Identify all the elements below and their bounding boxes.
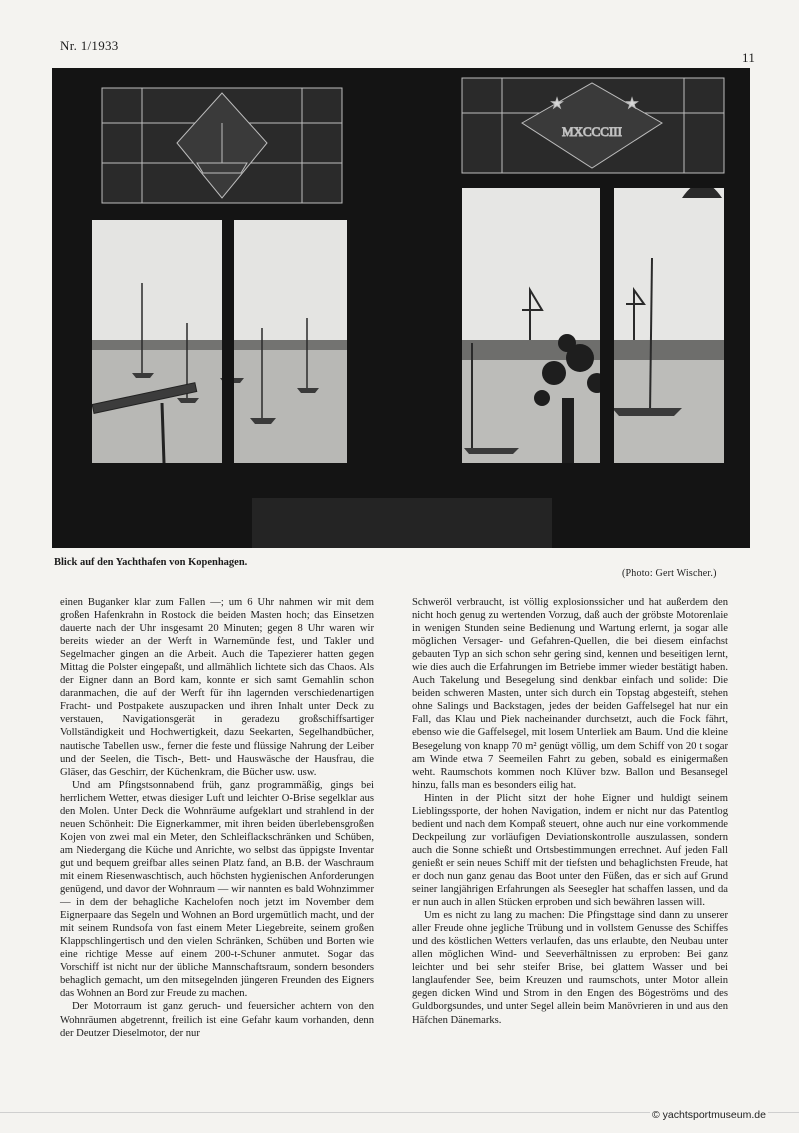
window-inscription: MXCCCIII [562,124,622,139]
paragraph: Schweröl verbraucht, ist völlig explosionssicher und hat außerdem den nicht hoch genug zu wertenden Vorzug, daß auch der gröbste Motorenlaie in wenigen Stunden seine Bedienung und Wartung erlernt, ja sogar alle möglichen Versager- und Gefahren-Quellen, die bei diesem einfachst gebauten Typ an sich schon sehr gering sind, kennen und beseitigen lernt, wie dies auch die Erfahrungen im Betriebe immer wieder bestätigt haben. Auch Takelung und Besegelung sind denkbar einfach und solide: Die beiden schweren Masten, unter sich durch ein Topstag abgesteift, stehen ohne Salings und Backstagen, jedes der beiden Gaffelsegel hat nur ein Fall, das Klau und Piek nacheinander durchsetzt, auch die Fock fährt, ebenso wie die Gaffelsegel, mit losem Unterliek am Baum. Und die kleine Besegelung von knapp 70 m² genügt völlig, um dem Schiff von 20 t sogar am Winde etwa 7 Seemeilen Fahrt zu geben, sobald es einigermaßen weht. Raumschots kommen noch Klüver bzw. Ballon und Besansegel hinzu, falls man es besonders eilig hat. [412,597,728,791]
paragraph: Der Motorraum ist ganz geruch- und feuersicher achtern von den Wohnräumen abgetrennt, freilich ist eine Gefahr kaum vorhanden, denn der Deutzer Dieselmotor, der nur [60,1001,374,1039]
stained-glass-right [462,78,724,173]
article-column-left [60,596,374,1040]
harbor-photo [52,68,750,548]
stained-glass-left [102,88,342,203]
photo-caption: Blick auf den Yachthafen von Kopenhagen. [54,557,248,568]
watermark: © yachtsportmuseum.de [652,1109,766,1121]
paragraph: Um es nicht zu lang zu machen: Die Pfingsttage sind dann zu unserer aller Freude ohne jegliche Trübung und in vollstem Genusse des Schiffes und des köstlichen Wetters verlaufen, das uns erlaubte, den Neubau unter allen möglichen Wind- und Seeverhältnissen zu erproben: Bei ganz leichter und bei sehr steifer Brise, bei glattem Wasser und bei langlaufender See, beim Kreuzen und raumschots, unter Motor allein gegen dicken Wind und Strom in den Engen des Bögeströms und des Guldborgsundes, und unter Segel allein beim Manövrieren in und aus den Häfchen Dänemarks. [412,910,728,1026]
issue-number: Nr. 1/1933 [60,38,119,53]
paragraph: einen Buganker klar zum Fallen —; um 6 Uhr nahmen wir mit dem großen Hafenkrahn in Rostock die beiden Masten hoch; das Einsetzen dauerte nach der Uhr insgesamt 20 Minuten; gegen 8 Uhr waren wir bereits wieder an der Werft in Warnemünde fest, und Takler und Segelmacher gingen an die Arbeit. Auch die Tapezierer hatten gegen Mittag die Polster eingepaßt, und allmählich lichtete sich das Chaos. Als der Eigner dann an Bord kam, konnte er sich samt Gemahlin schon daranmachen, die auf der Werft für ihn lagernden verschiedenartigen Fracht- und Postpakete auszupacken und ihren Inhalt unter Deck zu verstauen, Navigationsgerät in geradezu großschiffsartiger Vollständigkeit und Hochwertigkeit, dazu Seekarten, Segelhandbücher, nautische Tabellen usw., ferner die feste und flüssige Nahrung der Leiber und der Seelen, die Tisch-, Bett- und Hauswäsche der Hausfrau, die Gläser, das Geschirr, der Küchenkram, die Bücher usw. usw. [60,597,374,778]
svg-text:★: ★ [550,97,564,112]
left-window-view [92,218,347,463]
paragraph: Und am Pfingstsonnabend früh, ganz programmäßig, gings bei herrlichem Wetter, etwas diesiger Luft und leichter O-Brise segelklar aus den Molen. Unter Deck die Wohnräume aufgeklart und strahlend in der neuen Schönheit: Die Eignerkammer, mit ihren beiden überlebensgroßen Kojen von zwei mal ein Meter, den Schleiflackschränken und Schüben, am Niedergang die Küche und Anrichte, wo selbst das üppigste Inventar gut und bequem greifbar alles seinen Platz fand, an B.B. der Waschraum mit einem Riesenwaschtisch, auch höchsten hygienischen Anforderungen genügend, und davor der Wohnraum — wir nannten es bald Wohnzimmer — in dem der behagliche Kachelofen noch jetzt im November dem Eignerpaare das Segeln und Wohnen an Bord urgemütlich macht, und der mit seinem Rundsofa von fast einem Meter Liegebreite, seinem großen Klappschlingertisch und den vielen Schränken, Schüben und Borten wie eine richtige Messe auf einem 200-t-Schuner anmutet. Sogar das Vorschiff ist nicht nur der übliche Mannschaftsraum, sondern besonders behaglich gemacht, um den mitsegelnden jüngeren Freunden des Eigners das Wohnen an Bord zur Freude zu machen. [60,779,374,1000]
page-number: 11 [742,50,756,65]
article-column-right [412,596,728,1027]
svg-text:★: ★ [625,97,639,112]
paragraph: Hinten in der Plicht sitzt der hohe Eigner und huldigt seinem Lieblingssporte, der hohen Navigation, indem er nicht nur das Patentlog bedient und nach dem Kompaß steuert, ohne auch nur eine vorkommende Deckpeilung zur vorläufigen Deviationskontrolle auszulassen, sondern auch die Sonne schießt und Ortsbestimmungen errechnet. Auf jeden Fall genießt er sein neues Schiff mit der tiefsten und behaglichsten Freude, hat er doch nun ganz genau das Boot unter den Füßen, das er sich auf Grund seiner langjährigen Erfahrungen als Seesegler hat schaffen lassen, und da er nun auch in allen Stücken erproben und sich bewähren lassen will. [412,792,728,909]
photo-credit: (Photo: Gert Wischer.) [622,568,717,579]
harbor-photo-illustration [52,68,750,548]
